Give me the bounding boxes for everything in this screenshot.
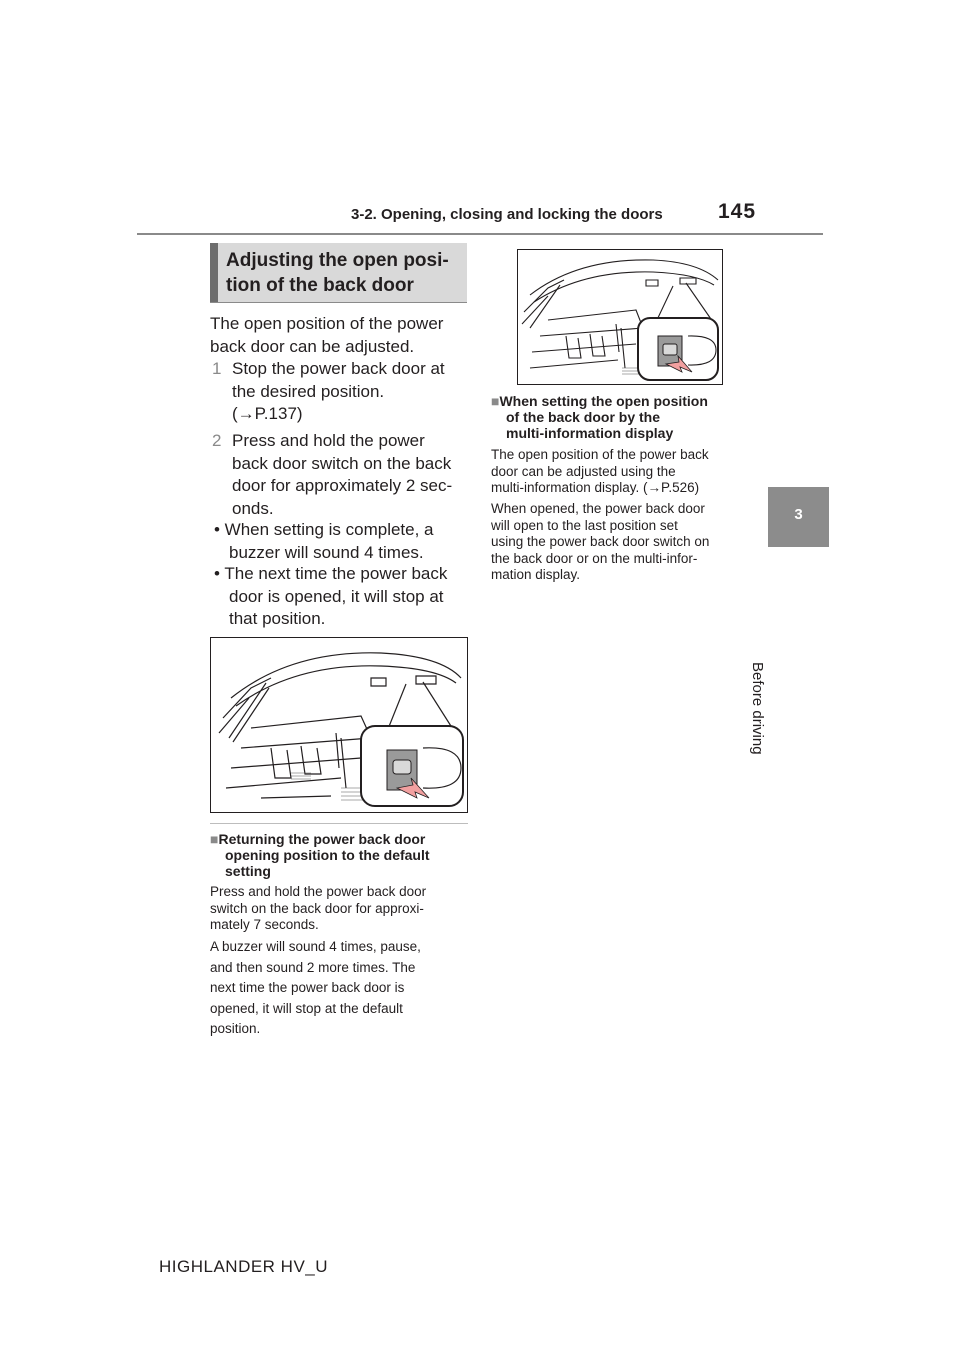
bullet-line: • The next time the power back xyxy=(214,564,448,583)
step-2-text xyxy=(232,430,452,520)
sub-paragraph-2 xyxy=(210,937,421,1040)
chapter-label: Before driving xyxy=(749,662,766,755)
step-line: Stop the power back door at xyxy=(232,359,445,378)
sub-text-line: opened, it will stop at the default xyxy=(210,1000,403,1016)
right-paragraph-2 xyxy=(491,501,709,584)
subhead-marker: ■ xyxy=(210,831,219,847)
sub-text-line: Press and hold the power back door xyxy=(210,884,427,899)
intro-paragraph xyxy=(210,313,443,358)
back-door-illustration xyxy=(210,637,468,813)
step-line: (→P.137) xyxy=(232,404,303,423)
bullet-line: • When setting is complete, a xyxy=(214,520,434,539)
step-line: the desired position. xyxy=(232,381,385,401)
sub-heading-line: Returning the power back door xyxy=(218,831,426,847)
step-line: back door switch on the back xyxy=(232,453,452,473)
bullet-2 xyxy=(214,563,447,631)
right-text-line: multi-information display. (→P.526) xyxy=(491,480,700,495)
intro-line: back door can be adjusted. xyxy=(210,336,415,356)
right-text-line: door can be adjusted using the xyxy=(491,463,676,479)
footer-model: HIGHLANDER HV_U xyxy=(159,1257,329,1276)
right-text-line: When opened, the power back door xyxy=(491,501,705,516)
sub-heading-line: setting xyxy=(225,863,271,879)
sub-heading-line: multi-information display xyxy=(506,425,674,441)
right-text-line: will open to the last position set xyxy=(491,517,678,533)
sub-text-line: and then sound 2 more times. The xyxy=(210,959,416,975)
intro-line: The open position of the power xyxy=(210,314,444,333)
step-line: Press and hold the power xyxy=(232,431,425,450)
sub-text-line: switch on the back door for approxi- xyxy=(210,900,424,916)
sub-heading-line: When setting the open position xyxy=(499,393,708,409)
sub-text-line: mately 7 seconds. xyxy=(210,917,319,932)
step-1-text xyxy=(232,358,445,426)
header-rule xyxy=(137,233,823,235)
step-1-number: 1 xyxy=(212,359,222,378)
sub-text-line: next time the power back door is xyxy=(210,980,405,995)
step-line: onds. xyxy=(232,498,274,518)
subhead-marker: ■ xyxy=(491,393,500,409)
back-door-drawing-2 xyxy=(518,250,722,384)
right-text-line: The open position of the power back xyxy=(491,447,709,462)
section-heading-rule xyxy=(210,302,467,303)
right-text-line: mation display. xyxy=(491,567,581,582)
sub-paragraph-1 xyxy=(210,884,426,934)
header-section-title: 3-2. Opening, closing and locking the doors xyxy=(351,206,663,223)
chapter-number: 3 xyxy=(794,506,803,523)
bullet-1 xyxy=(214,519,434,564)
right-text-line: using the power back door switch on xyxy=(491,534,710,549)
step-2-number: 2 xyxy=(212,431,222,450)
bullet-line: buzzer will sound 4 times. xyxy=(229,542,424,562)
sub-heading-default xyxy=(210,831,430,879)
page-number: 145 xyxy=(718,200,757,223)
sub-heading-line: opening position to the default xyxy=(225,847,430,863)
sub-heading-display xyxy=(491,393,708,441)
bullet-line: door is opened, it will stop at xyxy=(229,586,444,606)
step-line: door for approximately 2 sec- xyxy=(232,476,453,495)
section-heading xyxy=(210,243,467,302)
bullet-line: that position. xyxy=(229,609,326,628)
sub-heading-line: of the back door by the xyxy=(506,409,661,425)
sub-section-rule xyxy=(210,823,468,824)
sub-text-line: position. xyxy=(210,1021,261,1036)
right-paragraph-1 xyxy=(491,447,709,497)
right-text-line: the back door or on the multi-infor- xyxy=(491,550,698,566)
section-heading-line1: Adjusting the open posi- xyxy=(226,250,449,271)
back-door-illustration-2 xyxy=(517,249,723,385)
section-heading-line2: tion of the back door xyxy=(226,275,414,296)
back-door-drawing xyxy=(211,638,467,812)
section-heading-bar xyxy=(210,243,218,302)
sub-text-line: A buzzer will sound 4 times, pause, xyxy=(210,939,421,954)
